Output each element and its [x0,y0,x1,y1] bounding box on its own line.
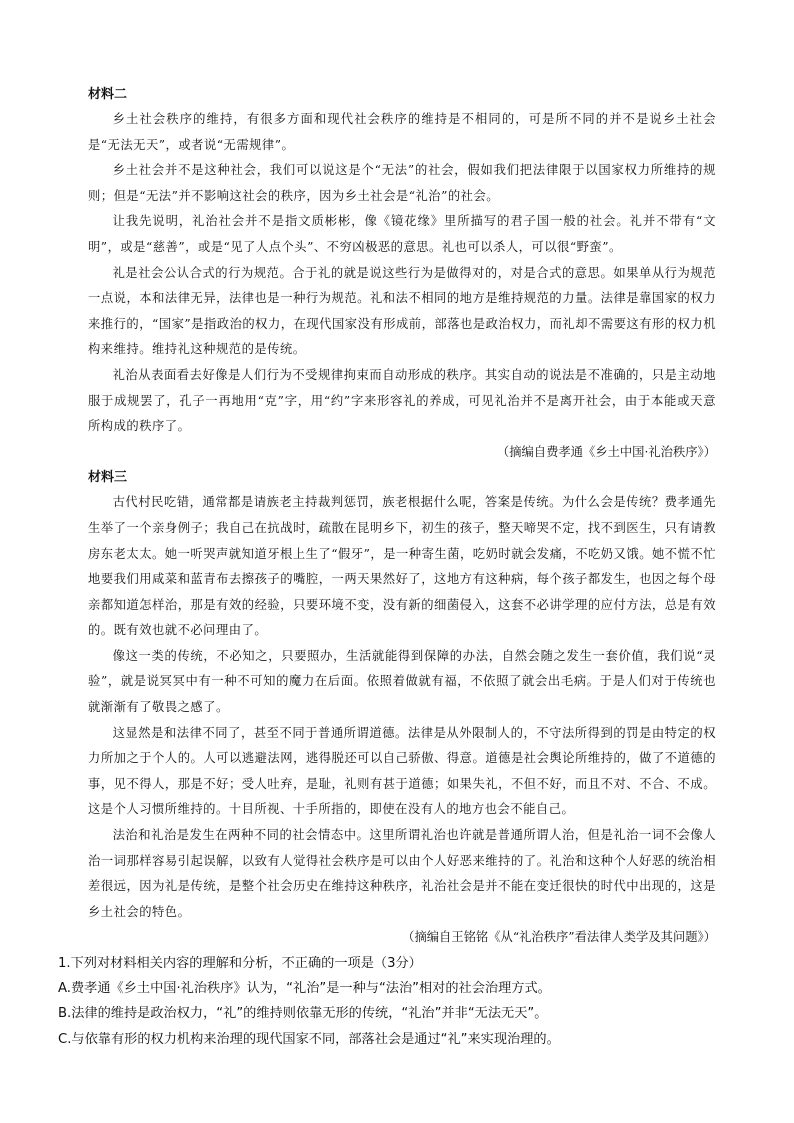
material2-paragraph-1: 乡土社会秩序的维持，有很多方面和现代社会秩序的维持是不相同的，可是所不同的并不是说乡土社会是“无法无天”，或者说“无需规律”。 [88,112,716,152]
question-stem: 1.下列对材料相关内容的理解和分析，不正确的一项是（3分） [58,956,422,971]
material2-paragraph-3: 让我先说明，礼治社会并不是指文质彬彬，像《镜花缘》里所描写的君子国一般的社会。礼并不带有“文明”，或是“慈善”，或是“见了人点个头”、不穷凶极恶的意思。礼也可以杀人，可以很“野蛮”。 [88,214,716,254]
material3-paragraph-4: 法治和礼治是发生在两种不同的社会情态中。这里所谓礼治也许就是普通所谓人治，但是礼治一词不会像人治一词那样容易引起误解，以致有人觉得社会秩序是可以由个人好恶来维持的了。礼治和这种个人好恶的统治相差很远，因为礼是传统，是整个社会历史在维持这种秩序，礼治社会是并不能在变迁很快的时代中出现的，这是乡土社会的特色。 [88,828,716,919]
material3-paragraph-3: 这显然是和法律不同了，甚至不同于普通所谓道德。法律是从外限制人的，不守法所得到的罚是由特定的权力所加之于个人的。人可以逃避法网，逃得脱还可以自己骄傲、得意。道德是社会舆论所维持的，做了不道德的事，见不得人，那是不好；受人吐弃，是耻，礼则有甚于道德；如果失礼，不但不好，而且不对、不合、不成。这是个人习惯所维持的。十目所视、十手所指的，即使在没有人的地方也会不能自己。 [88,725,716,817]
material2-paragraph-4: 礼是社会公认合式的行为规范。合于礼的就是说这些行为是做得对的，对是合式的意思。如果单从行为规范一点说，本和法律无异，法律也是一种行为规范。礼和法不相同的地方是维持规范的力量。法律是靠国家的权力来推行的，“国家”是指政治的权力，在现代国家没有形成前，部落也是政治权力，而礼却不需要这有形的权力机构来维持。维持礼这种规范的是传统。 [88,265,716,357]
material2-paragraph-2: 乡土社会并不是这种社会，我们可以说这是个“无法”的社会，假如我们把法律限于以国家权力所维持的规则；但是“无法”并不影响这社会的秩序，因为乡土社会是“礼治”的社会。 [88,163,716,203]
material3-paragraph-1: 古代村民吃错，通常都是请族老主持裁判惩罚，族老根据什么呢，答案是传统。为什么会是传统？费孝通先生举了一个亲身例子；我自己在抗战时，疏散在昆明乡下，初生的孩子，整天啼哭不定，找不到医生，只有请教房东老太太。她一听哭声就知道牙根上生了“假牙”，是一种寄生菌，吃奶时就会发痛，不吃奶又饿。她不慌不忙地要我们用咸菜和蓝青布去擦孩子的嘴腔，一两天果然好了，这地方有这种病，每个孩子都发生，也因之每个母亲都知道怎样治，那是有效的经验，只要环境不变，没有新的细菌侵入，这套不必讲学理的应付方法，总是有效的。既有效也就不必问理由了。 [88,495,716,638]
question-option-b: B.法律的维持是政治权力，“礼”的维持则依靠无形的传统，“礼治”并非“无法无天”。 [58,1006,548,1022]
material3-source: （摘编自王铭铭《从“礼治秩序”看法律人类学及其问题》） [402,930,716,945]
material2-source: （摘编自费孝通《乡土中国·礼治秩序》） [496,444,716,459]
material3-paragraph-2: 像这一类的传统，不必知之，只要照办，生活就能得到保障的办法，自然会随之发生一套价值，我们说“灵验”，就是说冥冥中有一种不可知的魔力在后面。依照着做就有福，不依照了就会出毛病。于是人们对于传统也就渐渐有了敬畏之感了。 [88,648,716,715]
question-option-c: C.与依靠有形的权力机构来治理的现代国家不同，部落社会是通过“礼”来实现治理的。 [58,1031,560,1047]
material3-heading: 材料三 [88,470,128,486]
material2-heading: 材料二 [88,87,128,102]
question-option-a: A.费孝通《乡土中国·礼治秩序》认为，“礼治”是一种与“法治”相对的社会治理方式。 [58,981,551,997]
material2-paragraph-5: 礼治从表面看去好像是人们行为不受规律拘束而自动形成的秩序。其实自动的说法是不准确的，只是主动地服于成规罢了，孔子一再地用“克”字，用“约”字来形容礼的养成，可见礼治并不是离开社会，由于本能或天意所构成的秩序了。 [88,367,716,434]
